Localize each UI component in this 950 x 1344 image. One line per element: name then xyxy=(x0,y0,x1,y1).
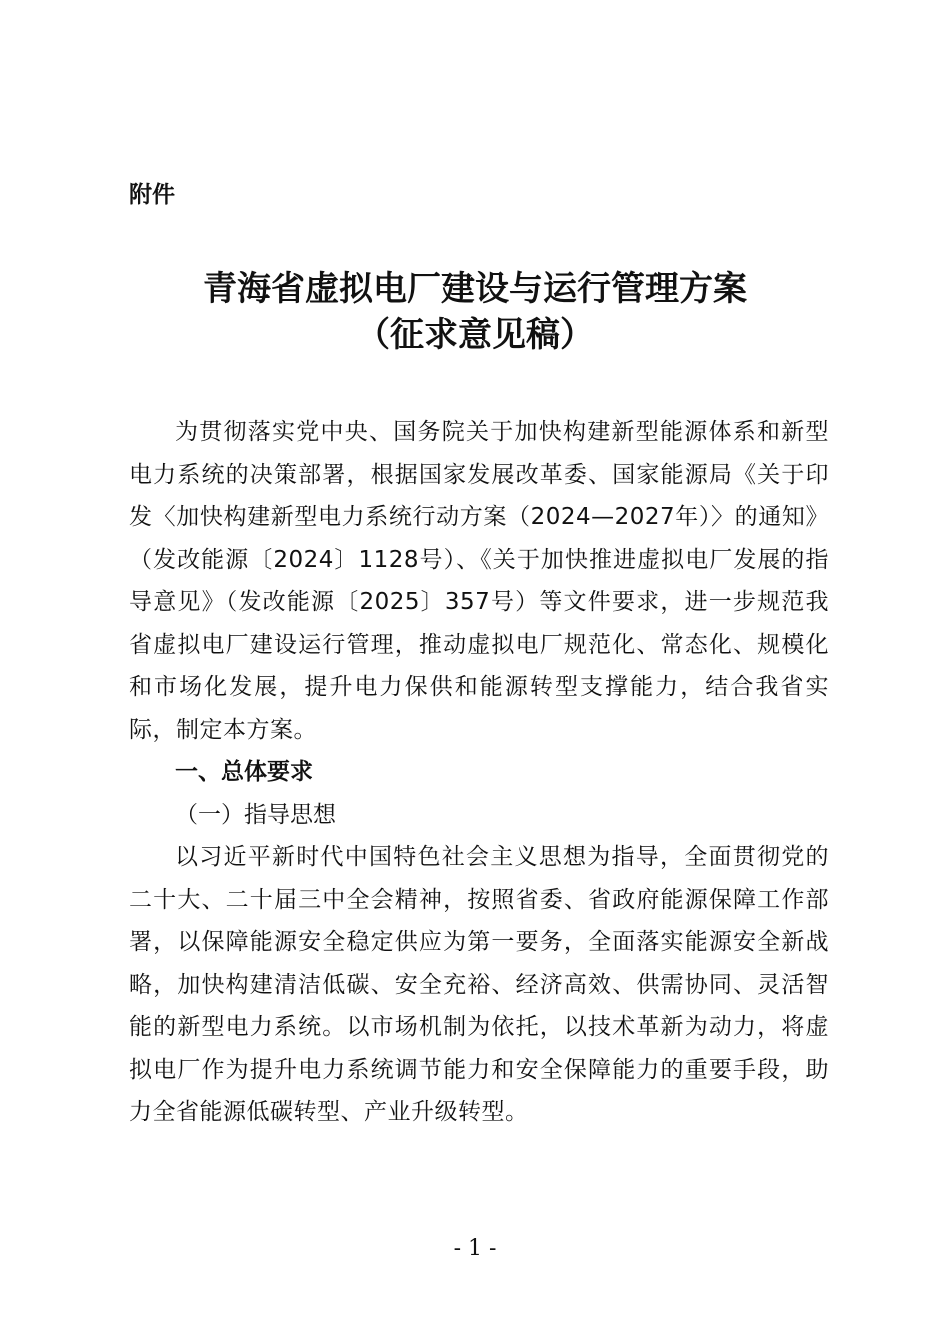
page-number: - 1 - xyxy=(453,1236,497,1261)
document-title-line2: （征求意见稿） xyxy=(356,315,594,355)
intro-paragraph: 为贯彻落实党中央、国务院关于加快构建新型能源体系和新型电力系统的决策部署，根据国家发展改革委、国家能源局《关于印发〈加快构建新型电力系统行动方案（2024—2027年）〉的通知》（发改能源〔2024〕1128号）、《关于加快推进虚拟电厂发展的指导意见》（发改能源〔2025〕357号）等文件要求，进一步规范我省虚拟电厂建设运行管理，推动虚拟电厂规范化、常态化、规模化和市场化发展，提升电力保供和能源转型支撑能力，结合我省实际，制定本方案。 xyxy=(129,419,829,743)
attachment-label: 附件 xyxy=(129,182,175,208)
document-title-line1: 青海省虚拟电厂建设与运行管理方案 xyxy=(203,269,747,309)
subsection-heading-guiding-ideology: （一）指导思想 xyxy=(175,801,336,828)
document-body xyxy=(129,411,829,1134)
section-heading-general-requirements: 一、总体要求 xyxy=(175,759,313,785)
guiding-ideology-paragraph: 以习近平新时代中国特色社会主义思想为指导，全面贯彻党的二十大、二十届三中全会精神，按照省委、省政府能源保障工作部署，以保障能源安全稳定供应为第一要务，全面落实能源安全新战略，加快构建清洁低碳、安全充裕、经济高效、供需协同、灵活智能的新型电力系统。以市场机制为依托，以技术革新为动力，将虚拟电厂作为提升电力系统调节能力和安全保障能力的重要手段，助力全省能源低碳转型、产业升级转型。 xyxy=(129,844,829,1125)
